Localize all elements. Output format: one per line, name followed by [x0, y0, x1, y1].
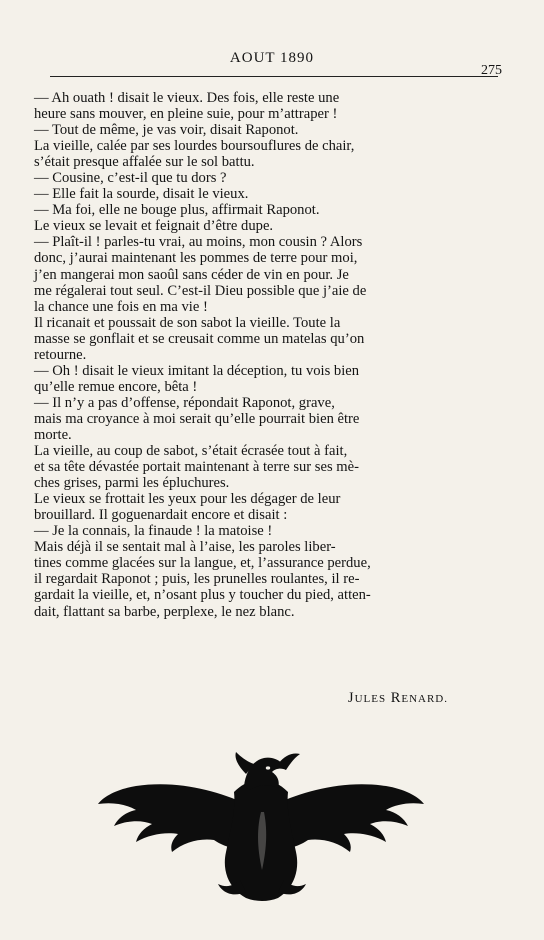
author-signature — [0, 690, 448, 707]
text-line: ches grises, parmi les épluchures. — [34, 475, 230, 492]
signature-first-rest: ULES — [354, 693, 387, 705]
text-line: masse se gonflait et se creusait comme un matelas qu’on — [34, 330, 365, 347]
text-line: tines comme glacées sur la langue, et, l’assurance perdue, — [34, 555, 371, 572]
text-line: La vieille, calée par ses lourdes boursouflures de chair, — [34, 138, 355, 155]
header-rule — [50, 76, 498, 77]
signature-last-initial: R — [390, 690, 402, 706]
bat-dragon-vignette-icon — [96, 752, 426, 902]
running-header-title: AOUT 1890 — [229, 50, 315, 66]
signature-last-rest: ENARD. — [401, 693, 448, 705]
text-line: dait, flattant sa barbe, perplexe, le nez blanc. — [34, 603, 295, 620]
text-line: retourne. — [34, 346, 87, 363]
body-text — [34, 90, 498, 620]
text-line: — Je la connais, la finaude ! la matoise ! — [34, 523, 273, 540]
text-line: — Tout de même, je vas voir, disait Raponot. — [34, 122, 299, 139]
text-line: heure sans mouver, en pleine suie, pour m’attraper ! — [34, 106, 338, 123]
text-line: et sa tête dévastée portait maintenant à terre sur ses mè- — [34, 459, 359, 476]
text-line: me régalerai tout seul. C’est-il Dieu possible que j’aie de — [34, 282, 367, 299]
page-number: 275 — [481, 63, 502, 78]
text-line: gardait la vieille, et, n’osant plus y toucher du pied, atten- — [34, 587, 371, 604]
text-line: j’en mangerai mon saoûl sans céder de vin en pour. Je — [34, 266, 349, 283]
text-line: La vieille, au coup de sabot, s’était écrasée tout à fait, — [34, 443, 348, 460]
text-line: morte. — [34, 426, 72, 443]
text-line: Mais déjà il se sentait mal à l’aise, les paroles liber- — [34, 539, 336, 556]
text-line: — Elle fait la sourde, disait le vieux. — [34, 186, 249, 203]
text-line: donc, j’aurai maintenant les pommes de terre pour moi, — [34, 250, 358, 267]
text-line: mais ma croyance à moi serait qu’elle pourrait bien être — [34, 410, 360, 427]
text-line: — Oh ! disait le vieux imitant la déception, tu vois bien — [34, 362, 360, 379]
text-line: la chance une fois en ma vie ! — [34, 298, 208, 315]
text-line: — Plaît-il ! parles-tu vrai, au moins, mon cousin ? Alors — [34, 234, 363, 251]
text-line: il regardait Raponot ; puis, les prunelles roulantes, il re- — [34, 571, 360, 588]
text-line: Le vieux se levait et feignait d’être dupe. — [34, 218, 274, 235]
text-line: s’était presque affalée sur le sol battu. — [34, 154, 255, 171]
text-line: — Il n’y a pas d’offense, répondait Raponot, grave, — [34, 394, 335, 411]
text-line: — Ma foi, elle ne bouge plus, affirmait Raponot. — [34, 202, 320, 219]
text-line: — Ah ouath ! disait le vieux. Des fois, elle reste une — [34, 90, 340, 106]
text-line: — Cousine, c’est-il que tu dors ? — [34, 170, 227, 187]
text-line: Le vieux se frottait les yeux pour les dégager de leur — [34, 491, 341, 508]
text-line: qu’elle remue encore, bêta ! — [34, 378, 198, 395]
signature-first-initial: J — [347, 690, 355, 706]
text-line: brouillard. Il goguenardait encore et disait : — [34, 507, 288, 524]
text-line: Il ricanait et poussait de son sabot la vieille. Toute la — [34, 314, 341, 331]
